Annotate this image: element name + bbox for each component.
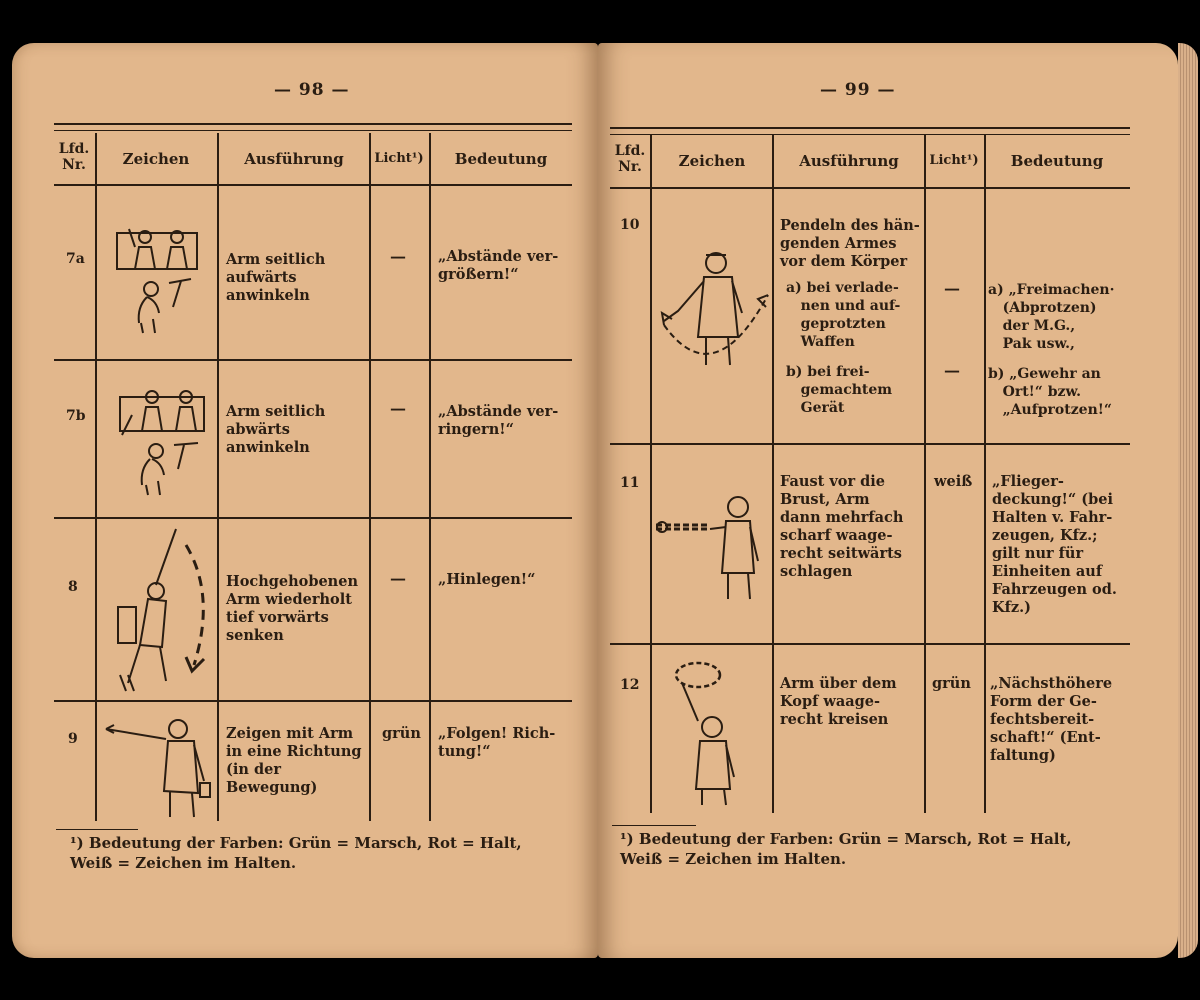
licht-value: — [390, 569, 406, 588]
header-lfd: Lfd. Nr. [58, 141, 90, 173]
row-divider [54, 517, 572, 519]
page-number: — 98 — [274, 80, 350, 100]
header-bedeutung: Bedeutung [1010, 152, 1104, 170]
header-zeichen: Zeichen [122, 150, 190, 168]
header-licht: Licht¹) [929, 153, 979, 168]
col-divider [984, 135, 986, 813]
ausfuehrung-intro: Pendeln des hän- genden Armes vor dem Körper [780, 217, 920, 270]
page-99 [598, 43, 1178, 958]
signal-figure-11 [654, 487, 766, 603]
signal-figure-7b [112, 385, 212, 501]
licht-value-a: — [944, 279, 960, 298]
row-number: 7a [66, 251, 85, 267]
row-number: 11 [620, 475, 640, 491]
licht-value-b: — [944, 361, 960, 380]
signal-figure-12 [668, 657, 768, 807]
bedeutung-text: „Abstände ver- größern!“ [438, 248, 559, 283]
page-98 [12, 43, 598, 958]
licht-value: grün [932, 675, 971, 692]
bedeutung-b: b) „Gewehr an Ort!“ bzw. „Aufprotzen!“ [988, 366, 1112, 418]
page-edges [1178, 43, 1198, 958]
footnote: ¹) Bedeutung der Farben: Grün = Marsch, Rot = Halt, Weiß = Zeichen im Halten. [70, 834, 522, 872]
header-bedeutung: Bedeutung [454, 150, 548, 168]
header-rule [610, 187, 1130, 189]
bedeutung-text: „Flieger- deckung!“ (bei Halten v. Fahr- zeugen, Kfz.; gilt nur für Einheiten auf Fahrzeugen od. Kfz.) [992, 473, 1117, 616]
licht-value: — [390, 247, 406, 266]
licht-value: weiß [934, 473, 973, 490]
ausfuehrung-text: Faust vor die Brust, Arm dann mehrfach scharf waage- recht seitwärts schlagen [780, 473, 904, 580]
row-divider [610, 643, 1130, 645]
col-divider [369, 133, 371, 821]
bedeutung-text: „Hinlegen!“ [438, 571, 536, 588]
signal-figure-9 [104, 711, 214, 819]
page-number: — 99 — [820, 80, 896, 100]
signal-figure-7a [107, 223, 207, 343]
row-number: 8 [68, 579, 78, 595]
bedeutung-text: „Abstände ver- ringern!“ [438, 403, 559, 438]
ausfuehrung-b: b) bei frei- gemachtem Gerät [786, 364, 893, 416]
row-number: 9 [68, 731, 78, 747]
licht-value: grün [382, 725, 421, 742]
footnote-rule [612, 825, 696, 826]
row-number: 12 [620, 677, 640, 693]
row-divider [610, 443, 1130, 445]
row-number: 10 [620, 217, 640, 233]
signal-figure-8 [100, 525, 216, 695]
ausfuehrung-a: a) bei verlade- nen und auf- geprotzten Waffen [786, 280, 901, 350]
ausfuehrung-text: Hochgehobenen Arm wiederholt tief vorwärts senken [226, 573, 358, 644]
row-divider [54, 700, 572, 702]
signal-figure-10 [658, 241, 770, 371]
col-divider [217, 133, 219, 821]
bedeutung-text: „Folgen! Rich- tung!“ [438, 725, 556, 760]
footnote: ¹) Bedeutung der Farben: Grün = Marsch, Rot = Halt, Weiß = Zeichen im Halten. [620, 830, 1072, 868]
header-ausfuehrung: Ausführung [244, 150, 344, 168]
col-divider [95, 133, 97, 821]
footnote-rule [56, 829, 138, 830]
header-zeichen: Zeichen [678, 152, 746, 170]
col-divider [429, 133, 431, 821]
header-rule [54, 184, 572, 186]
ausfuehrung-text: Arm über dem Kopf waage- recht kreisen [780, 675, 897, 728]
header-licht: Licht¹) [374, 151, 424, 166]
col-divider [650, 135, 652, 813]
table-top-rule [610, 127, 1130, 135]
col-divider [772, 135, 774, 813]
licht-value: — [390, 399, 406, 418]
table-top-rule [54, 123, 572, 131]
ausfuehrung-text: Arm seitlich abwärts anwinkeln [226, 403, 326, 456]
row-number: 7b [66, 408, 86, 424]
open-book [0, 43, 1200, 958]
col-divider [924, 135, 926, 813]
header-ausfuehrung: Ausführung [799, 152, 899, 170]
bedeutung-a: a) „Freimachen· (Abprotzen) der M.G., Pak usw., [988, 282, 1115, 352]
header-lfd: Lfd. Nr. [614, 143, 646, 175]
ausfuehrung-text: Zeigen mit Arm in eine Richtung (in der Bewegung) [226, 725, 362, 796]
row-divider [54, 359, 572, 361]
bedeutung-text: „Nächsthöhere Form der Ge- fechtsbereit- schaft!“ (Ent- faltung) [990, 675, 1113, 764]
ausfuehrung-text: Arm seitlich aufwärts anwinkeln [226, 251, 326, 304]
